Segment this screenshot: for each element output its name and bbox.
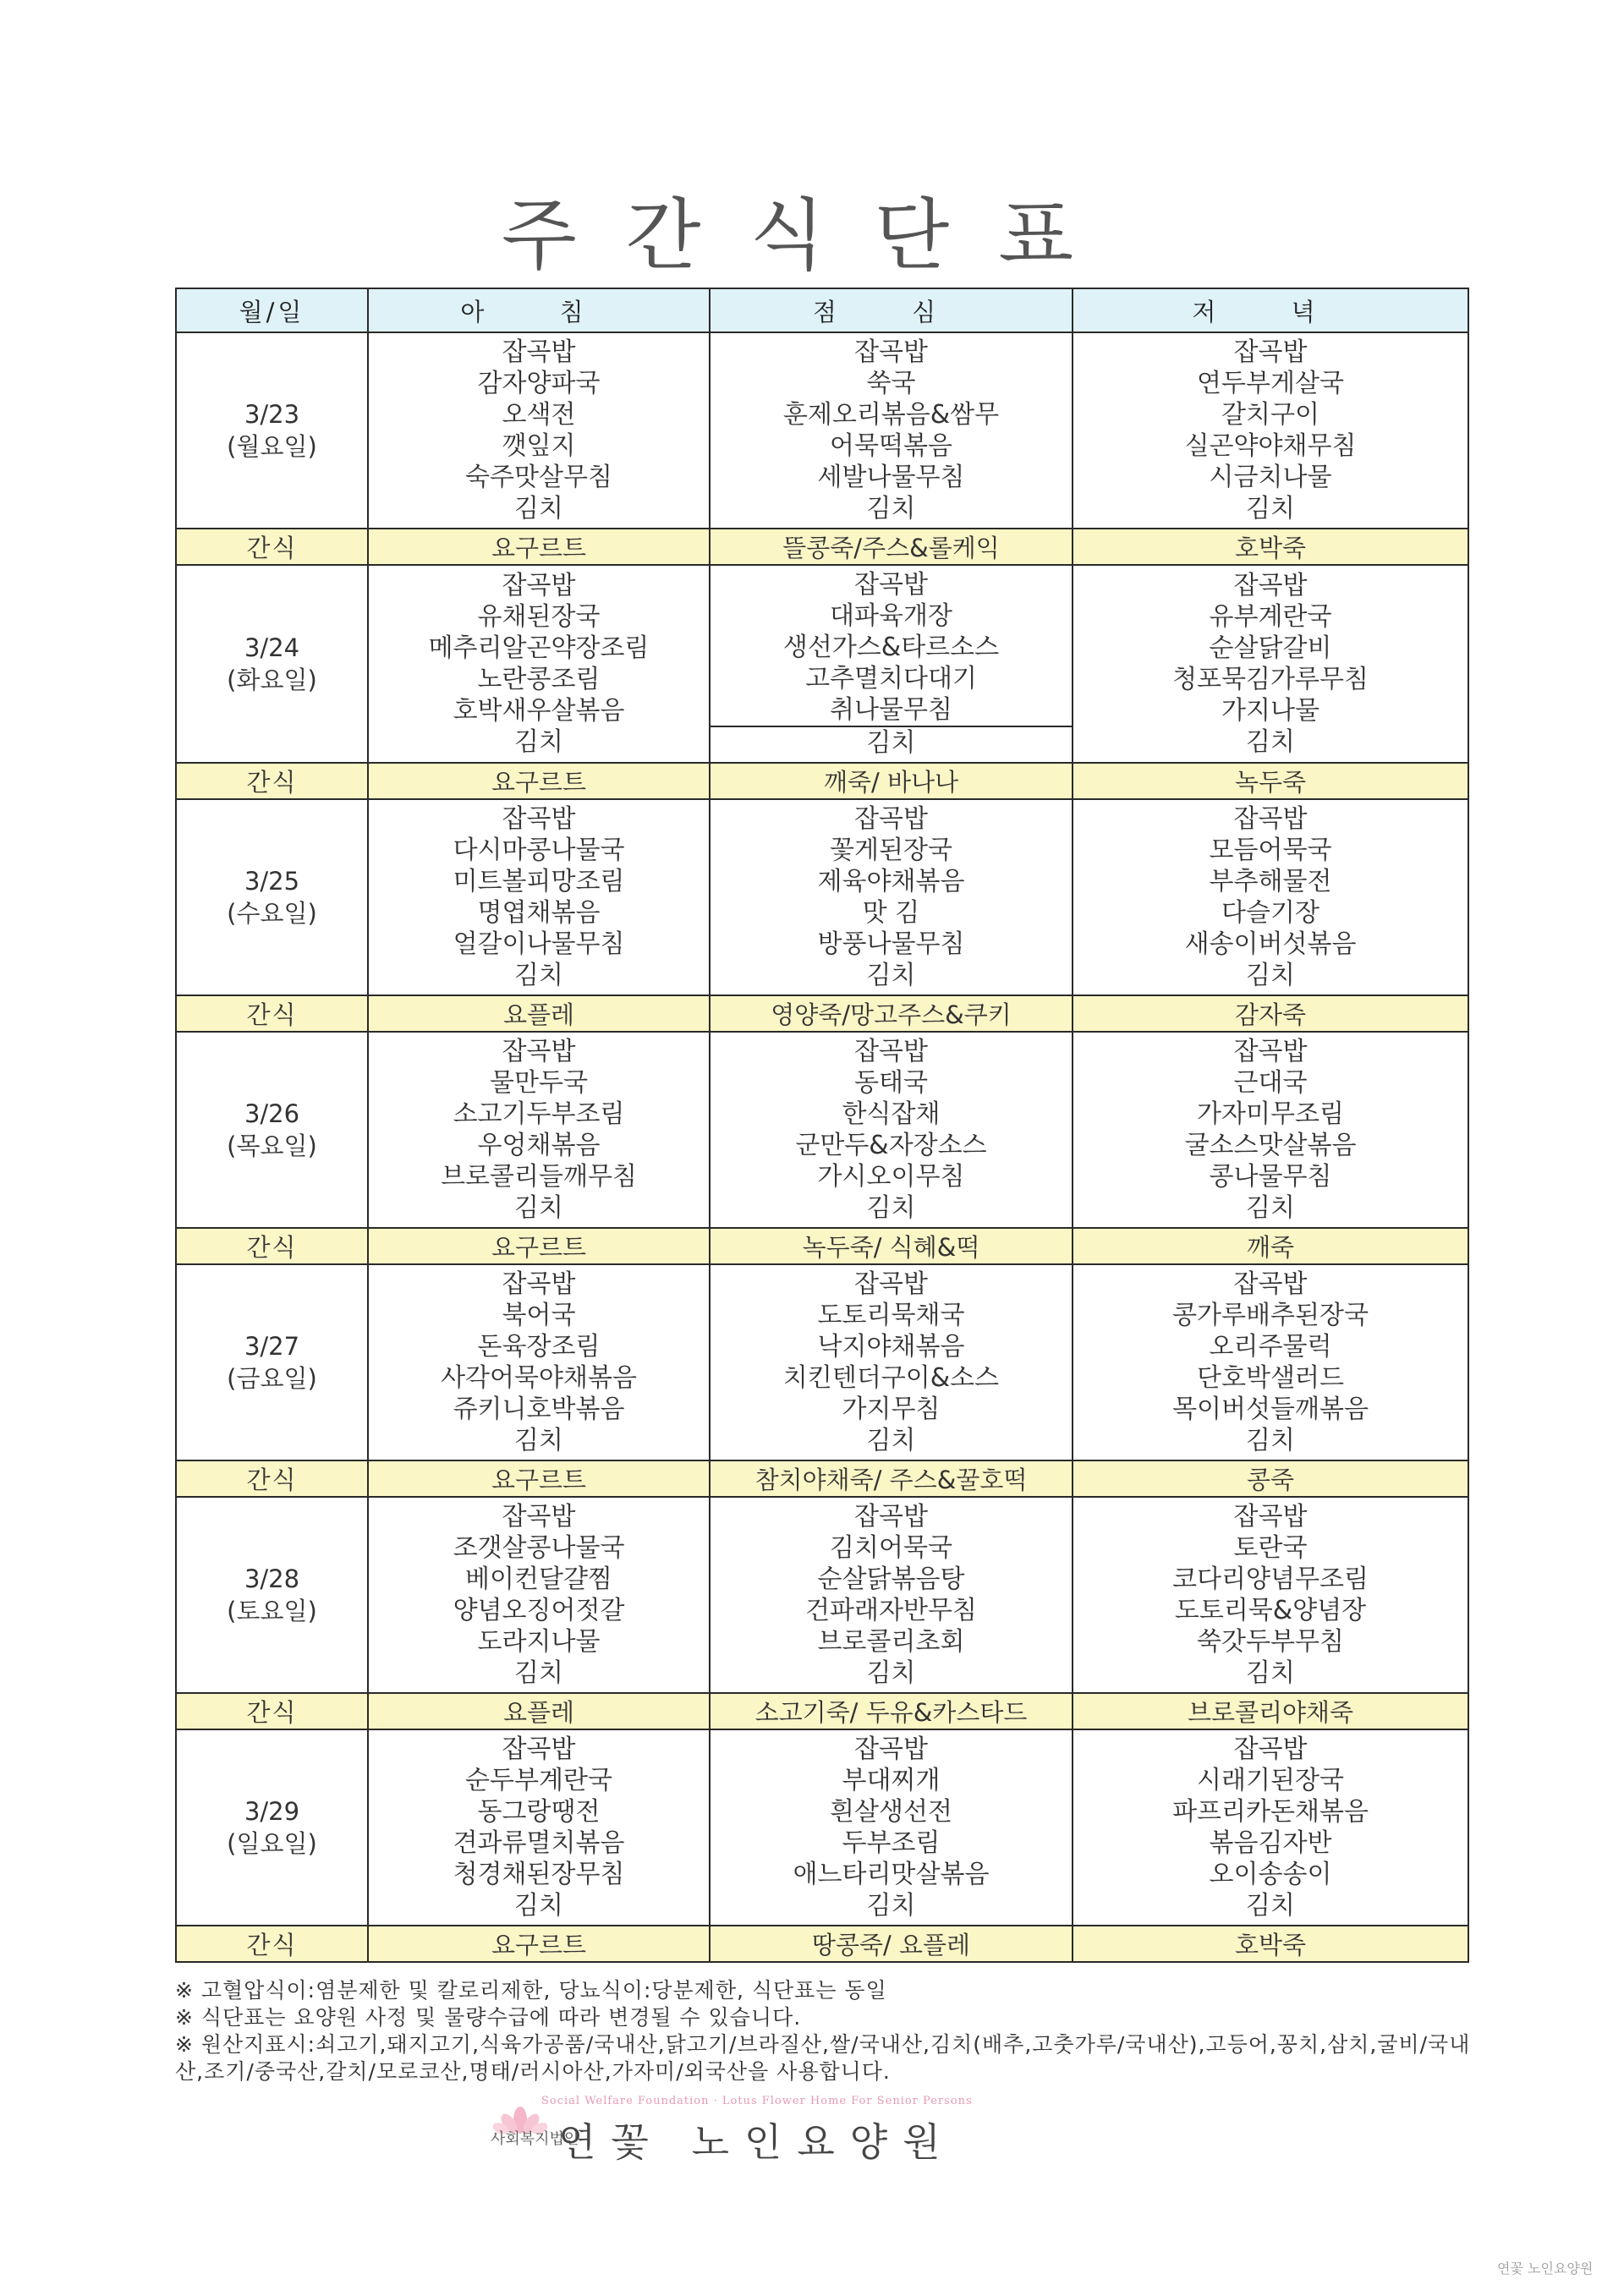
dish-item: 굴소스맛살볶음 bbox=[1184, 1131, 1357, 1160]
dish-item: 실곤약야채무침 bbox=[1184, 431, 1357, 461]
dish-item: 치킨텐더구이&소스 bbox=[782, 1363, 1000, 1393]
dish-item: 어묵떡볶음 bbox=[830, 431, 952, 461]
snack-label: 간식 bbox=[176, 1228, 368, 1264]
snack-label: 간식 bbox=[176, 1693, 368, 1729]
dish-item: 잡곡밥 bbox=[854, 1037, 928, 1066]
dinner-menu-cell bbox=[1073, 565, 1468, 763]
dish-item: 쑥갓두부무침 bbox=[1197, 1627, 1344, 1657]
dish-item: 세발나물무침 bbox=[817, 463, 965, 492]
corner-stamp: 연꽃 노인요양원 bbox=[1497, 2260, 1594, 2277]
dish-item: 숙주맛살무침 bbox=[465, 463, 612, 492]
breakfast-menu-cell bbox=[368, 1497, 710, 1693]
snack-breakfast: 요구르트 bbox=[368, 1926, 710, 1962]
dish-item: 잡곡밥 bbox=[502, 337, 576, 367]
dish-item: 오리주물럭 bbox=[1209, 1332, 1332, 1362]
dish-item: 깻잎지 bbox=[502, 431, 576, 461]
lunch-menu-cell bbox=[710, 1032, 1073, 1228]
snack-dinner: 콩죽 bbox=[1073, 1460, 1468, 1497]
dish-item: 브로콜리들깨무침 bbox=[441, 1162, 637, 1192]
dish-item: 가지무침 bbox=[842, 1395, 941, 1424]
dish-item: 김치 bbox=[514, 1193, 563, 1223]
dish-item: 부대찌개 bbox=[842, 1766, 941, 1795]
dish-item: 김치 bbox=[514, 1658, 563, 1688]
dish-item: 사각어묵야채볶음 bbox=[441, 1363, 637, 1393]
dish-item: 북어국 bbox=[502, 1301, 576, 1330]
breakfast-menu-cell bbox=[368, 799, 710, 995]
footer-org-type: 사회복지법인 bbox=[491, 2130, 579, 2148]
weekly-menu-table bbox=[175, 288, 1469, 1963]
day-weekday: (금요일) bbox=[227, 1364, 317, 1393]
snack-breakfast: 요구르트 bbox=[368, 529, 710, 565]
dish-item: 목이버섯들깨볶음 bbox=[1172, 1395, 1369, 1424]
snack-breakfast: 요구르트 bbox=[368, 763, 710, 799]
dish-item: 한식잡채 bbox=[842, 1099, 941, 1129]
snack-breakfast: 요플레 bbox=[368, 995, 710, 1032]
dish-item: 취나물무침 bbox=[710, 694, 1072, 727]
day-cell bbox=[176, 1032, 368, 1228]
dish-item: 김치어묵국 bbox=[830, 1533, 952, 1563]
header-row bbox=[176, 288, 1468, 332]
dish-item: 순살닭볶음탕 bbox=[817, 1564, 965, 1594]
dish-item: 김치 bbox=[866, 494, 916, 523]
dish-item: 가시오이무침 bbox=[817, 1162, 965, 1192]
dish-item: 잡곡밥 bbox=[854, 804, 928, 834]
dish-item: 콩나물무침 bbox=[1209, 1162, 1332, 1192]
breakfast-menu-cell bbox=[368, 1264, 710, 1460]
notes bbox=[175, 1977, 1478, 2085]
dinner-menu-cell bbox=[1073, 332, 1468, 529]
dish-item: 우엉채볶음 bbox=[477, 1131, 601, 1160]
dish-item: 김치 bbox=[866, 1426, 916, 1455]
dish-item: 베이컨달걀찜 bbox=[465, 1564, 612, 1594]
page-title: 주간식단표 bbox=[501, 190, 1123, 281]
lunch-menu-cell bbox=[710, 799, 1073, 995]
day-weekday: (토요일) bbox=[227, 1597, 317, 1625]
dish-item: 호박새우살볶음 bbox=[453, 696, 625, 726]
dish-item: 연두부게살국 bbox=[1197, 369, 1344, 398]
day-cell bbox=[176, 332, 368, 529]
dish-item: 청포묵김가루무침 bbox=[1172, 665, 1369, 694]
day-weekday: (화요일) bbox=[227, 666, 317, 694]
snack-lunch: 참치야채죽/ 주스&꿀호떡 bbox=[710, 1460, 1073, 1497]
dish-item: 소고기두부조림 bbox=[453, 1099, 625, 1129]
dinner-menu-cell bbox=[1073, 1032, 1468, 1228]
dish-item: 갈치구이 bbox=[1221, 400, 1320, 430]
note-line: ※ 식단표는 요양원 사정 및 물량수급에 따라 변경될 수 있습니다. bbox=[175, 2005, 802, 2030]
snack-row bbox=[176, 1460, 1468, 1497]
day-row bbox=[176, 1497, 1468, 1693]
dish-item: 도토리묵&양념장 bbox=[1174, 1596, 1367, 1625]
dish-item: 브로콜리초회 bbox=[817, 1627, 965, 1657]
dish-item: 잡곡밥 bbox=[1233, 1734, 1308, 1764]
dish-item: 잡곡밥 bbox=[1233, 1502, 1308, 1532]
dish-item: 고추멸치다대기 bbox=[805, 664, 977, 693]
dish-item: 다슬기장 bbox=[1221, 898, 1320, 928]
day-date: 3/27 bbox=[244, 1332, 300, 1361]
dish-item: 미트볼피망조림 bbox=[453, 867, 625, 896]
snack-label: 간식 bbox=[176, 763, 368, 799]
dish-item: 김치 bbox=[514, 1891, 563, 1921]
dish-item: 명엽채볶음 bbox=[477, 898, 601, 928]
dish-item: 토란국 bbox=[1233, 1533, 1308, 1563]
day-date: 3/25 bbox=[244, 867, 300, 896]
snack-row bbox=[176, 1228, 1468, 1264]
dinner-menu-cell bbox=[1073, 1497, 1468, 1693]
lunch-menu-cell bbox=[710, 332, 1073, 529]
dish-item: 군만두&자장소스 bbox=[795, 1131, 987, 1160]
dish-item: 가자미무조림 bbox=[1197, 1099, 1344, 1129]
dish-item: 쥬키니호박볶음 bbox=[453, 1395, 625, 1424]
dish-item: 도라지나물 bbox=[477, 1627, 601, 1657]
dish-item: 잡곡밥 bbox=[1233, 1269, 1308, 1299]
snack-label: 간식 bbox=[176, 1926, 368, 1962]
dish-item: 김치 bbox=[1246, 727, 1295, 757]
dish-item: 낙지야채볶음 bbox=[817, 1332, 965, 1362]
dish-item: 김치 bbox=[866, 1193, 916, 1223]
lunch-menu-cell bbox=[710, 565, 1073, 763]
dish-item: 청경채된장무침 bbox=[453, 1860, 625, 1889]
day-row bbox=[176, 565, 1468, 763]
snack-label: 간식 bbox=[176, 995, 368, 1032]
dish-item: 파프리카돈채볶음 bbox=[1172, 1797, 1369, 1827]
snack-row bbox=[176, 995, 1468, 1032]
dish-item: 견과류멸치볶음 bbox=[453, 1828, 625, 1858]
dish-item: 두부조림 bbox=[842, 1828, 941, 1858]
dish-item: 김치 bbox=[1246, 1193, 1295, 1223]
dish-item: 조갯살콩나물국 bbox=[453, 1533, 625, 1563]
dish-item: 잡곡밥 bbox=[1233, 337, 1308, 367]
dish-item: 김치 bbox=[1246, 494, 1295, 523]
dish-item: 훈제오리볶음&쌈무 bbox=[782, 400, 1000, 430]
day-cell bbox=[176, 565, 368, 763]
day-date: 3/26 bbox=[244, 1099, 300, 1128]
dish-item: 근대국 bbox=[1233, 1068, 1308, 1098]
day-weekday: (월요일) bbox=[227, 432, 317, 461]
day-row bbox=[176, 1729, 1468, 1926]
dish-item: 모듬어묵국 bbox=[1209, 836, 1332, 865]
dish-item: 방풍나물무침 bbox=[817, 929, 965, 959]
day-date: 3/29 bbox=[244, 1797, 300, 1826]
breakfast-menu-cell bbox=[368, 1729, 710, 1926]
dish-item: 도토리묵채국 bbox=[817, 1301, 965, 1330]
dish-item: 김치 bbox=[1246, 1891, 1295, 1921]
snack-dinner: 호박죽 bbox=[1073, 1926, 1468, 1962]
dish-item: 순살닭갈비 bbox=[1209, 633, 1332, 663]
day-weekday: (수요일) bbox=[227, 899, 317, 928]
snack-dinner: 호박죽 bbox=[1073, 529, 1468, 565]
dish-item: 김치 bbox=[1246, 1658, 1295, 1688]
header-date: 월/일 bbox=[176, 288, 368, 332]
dish-item: 잡곡밥 bbox=[502, 1037, 576, 1066]
dish-item: 다시마콩나물국 bbox=[453, 836, 625, 865]
day-row bbox=[176, 332, 1468, 529]
dish-item: 볶음김자반 bbox=[1209, 1828, 1332, 1858]
snack-breakfast: 요구르트 bbox=[368, 1460, 710, 1497]
dish-item: 오색전 bbox=[502, 400, 576, 430]
dish-item: 김치 bbox=[866, 961, 916, 990]
snack-lunch: 녹두죽/ 식혜&떡 bbox=[710, 1228, 1073, 1264]
snack-lunch: 뜰콩죽/주스&롤케익 bbox=[710, 529, 1073, 565]
day-cell bbox=[176, 799, 368, 995]
lunch-menu-cell bbox=[710, 1264, 1073, 1460]
lunch-menu-cell bbox=[710, 1729, 1073, 1926]
dish-item: 김치 bbox=[514, 494, 563, 523]
day-row bbox=[176, 1264, 1468, 1460]
breakfast-menu-cell bbox=[368, 332, 710, 529]
dish-item: 김치 bbox=[1246, 1426, 1295, 1455]
dish-item: 흰살생선전 bbox=[830, 1797, 952, 1827]
dish-item: 잡곡밥 bbox=[502, 1502, 576, 1532]
dish-item: 잡곡밥 bbox=[854, 570, 928, 600]
dinner-menu-cell bbox=[1073, 799, 1468, 995]
dish-item: 부추해물전 bbox=[1209, 867, 1332, 896]
dish-item: 동태국 bbox=[854, 1068, 928, 1098]
day-cell bbox=[176, 1264, 368, 1460]
snack-row bbox=[176, 763, 1468, 799]
snack-row bbox=[176, 1693, 1468, 1729]
day-date: 3/24 bbox=[244, 633, 300, 662]
menu-body bbox=[176, 332, 1468, 1962]
dish-item: 잡곡밥 bbox=[1233, 571, 1308, 600]
dish-item: 시금치나물 bbox=[1209, 463, 1332, 492]
snack-dinner: 브로콜리야채죽 bbox=[1073, 1693, 1468, 1729]
snack-breakfast: 요플레 bbox=[368, 1693, 710, 1729]
breakfast-menu-cell bbox=[368, 565, 710, 763]
dish-item: 유채된장국 bbox=[477, 602, 601, 632]
note-line: ※ 고혈압식이:염분제한 및 칼로리제한, 당뇨식이:당분제한, 식단표는 동일 bbox=[175, 1978, 887, 2003]
dish-item: 잡곡밥 bbox=[1233, 1037, 1308, 1066]
note-line: ※ 원산지표시:쇠고기,돼지고기,식육가공품/국내산,닭고기/브라질산,쌀/국내산,김치(배추,고춧가루/국내산),고등어,꽁치,삼치,굴비/국내산,조기/중국산,갈치/모로코산,명태/러시아산,가자미/외국산을 사용합니다. bbox=[175, 2032, 1471, 2084]
footer-subtitle: Social Welfare Foundation · Lotus Flower Home For Senior Persons bbox=[541, 2095, 973, 2107]
dish-item: 단호박샐러드 bbox=[1197, 1363, 1344, 1393]
dish-item: 양념오징어젓갈 bbox=[453, 1596, 625, 1625]
dish-item: 잡곡밥 bbox=[1233, 804, 1308, 834]
lunch-menu-cell bbox=[710, 1497, 1073, 1693]
dish-item: 얼갈이나물무침 bbox=[453, 929, 625, 959]
dish-item: 김치 bbox=[866, 1658, 916, 1688]
header-lunch: 점 심 bbox=[710, 288, 1073, 332]
dish-item: 순두부계란국 bbox=[465, 1766, 612, 1795]
dinner-menu-cell bbox=[1073, 1729, 1468, 1926]
dish-item: 가지나물 bbox=[1221, 696, 1320, 726]
snack-lunch: 소고기죽/ 두유&카스타드 bbox=[710, 1693, 1073, 1729]
dish-item: 잡곡밥 bbox=[854, 1269, 928, 1299]
day-row bbox=[176, 799, 1468, 995]
dish-item: 새송이버섯볶음 bbox=[1184, 929, 1357, 959]
dish-item: 동그랑땡전 bbox=[477, 1797, 601, 1827]
header-dinner: 저 녁 bbox=[1073, 288, 1468, 332]
dish-item: 제육야채볶음 bbox=[817, 867, 965, 896]
snack-dinner: 깨죽 bbox=[1073, 1228, 1468, 1264]
dish-item: 애느타리맛살볶음 bbox=[793, 1860, 990, 1889]
dish-item: 김치 bbox=[514, 1426, 563, 1455]
dish-item: 김치 bbox=[866, 1891, 916, 1921]
dish-item: 잡곡밥 bbox=[502, 571, 576, 600]
day-date: 3/23 bbox=[244, 400, 300, 429]
dish-item: 맛 김 bbox=[862, 898, 920, 928]
snack-breakfast: 요구르트 bbox=[368, 1228, 710, 1264]
day-weekday: (목요일) bbox=[227, 1132, 317, 1160]
dish-item: 감자양파국 bbox=[477, 369, 601, 398]
dish-item: 잡곡밥 bbox=[502, 1734, 576, 1764]
dish-item: 콩가루배추된장국 bbox=[1172, 1301, 1369, 1330]
dish-item: 김치 bbox=[1246, 961, 1295, 990]
dish-item: 물만두국 bbox=[490, 1068, 588, 1098]
dish-item: 돈육장조림 bbox=[477, 1332, 601, 1362]
dish-item: 노란콩조림 bbox=[477, 665, 601, 694]
snack-dinner: 녹두죽 bbox=[1073, 763, 1468, 799]
dish-item: 잡곡밥 bbox=[854, 337, 928, 367]
dish-item: 쑥국 bbox=[866, 369, 916, 398]
footer-name: 연꽃 노인요양원 bbox=[558, 2119, 956, 2165]
dish-item: 잡곡밥 bbox=[854, 1734, 928, 1764]
snack-label: 간식 bbox=[176, 1460, 368, 1497]
dish-item: 잡곡밥 bbox=[502, 804, 576, 834]
dish-item: 유부계란국 bbox=[1209, 602, 1332, 632]
dish-item: 김치 bbox=[514, 727, 563, 757]
dish-item: 김치 bbox=[514, 961, 563, 990]
dish-item: 잡곡밥 bbox=[854, 1502, 928, 1532]
snack-label: 간식 bbox=[176, 529, 368, 565]
dish-item: 잡곡밥 bbox=[502, 1269, 576, 1299]
day-date: 3/28 bbox=[244, 1564, 300, 1593]
header-breakfast: 아 침 bbox=[368, 288, 710, 332]
snack-lunch: 깨죽/ 바나나 bbox=[710, 763, 1073, 799]
footer-logo bbox=[491, 2093, 1133, 2169]
dish-item: 생선가스&타르소스 bbox=[782, 633, 1000, 662]
day-row bbox=[176, 1032, 1468, 1228]
dish-item: 대파육개장 bbox=[830, 601, 952, 631]
snack-lunch: 영양죽/망고주스&쿠키 bbox=[710, 995, 1073, 1032]
dinner-menu-cell bbox=[1073, 1264, 1468, 1460]
day-cell bbox=[176, 1729, 368, 1926]
dish-item: 코다리양념무조림 bbox=[1172, 1564, 1369, 1594]
dish-item: 메추리알곤약장조림 bbox=[428, 633, 650, 663]
dish-item: 김치 bbox=[866, 728, 916, 758]
day-weekday: (일요일) bbox=[227, 1829, 317, 1858]
dish-item: 오이송송이 bbox=[1209, 1860, 1332, 1889]
dish-item: 시래기된장국 bbox=[1197, 1766, 1344, 1795]
snack-lunch: 땅콩죽/ 요플레 bbox=[710, 1926, 1073, 1962]
snack-row bbox=[176, 1926, 1468, 1962]
dish-item: 건파래자반무침 bbox=[805, 1596, 977, 1625]
snack-row bbox=[176, 529, 1468, 565]
day-cell bbox=[176, 1497, 368, 1693]
snack-dinner: 감자죽 bbox=[1073, 995, 1468, 1032]
dish-item: 꽃게된장국 bbox=[830, 836, 952, 865]
breakfast-menu-cell bbox=[368, 1032, 710, 1228]
